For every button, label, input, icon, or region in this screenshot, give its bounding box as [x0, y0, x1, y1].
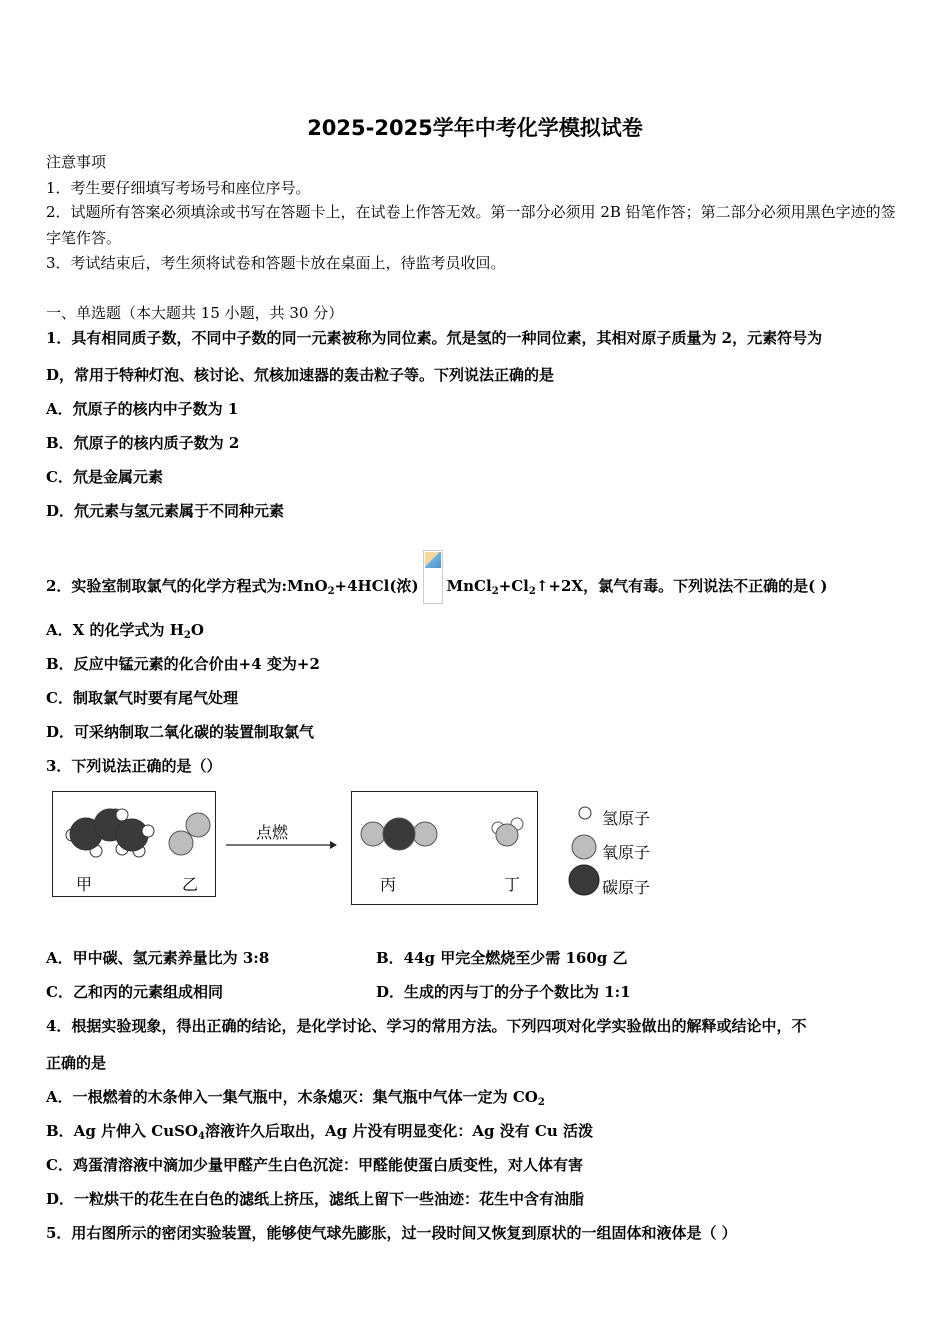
label-ding: 丁 [504, 875, 521, 894]
legend-oxygen: 氧原子 [602, 843, 651, 862]
q2-stem-text: 2．实验室制取氯气的化学方程式为: [46, 577, 287, 595]
molecule-jia [66, 809, 154, 857]
reaction-condition-image [423, 550, 443, 604]
q4-option-d: D．一粒烘干的花生在白色的滤纸上挤压，滤纸上留下一些油迹：花生中含有油脂 [46, 1190, 585, 1208]
legend-carbon: 碳原子 [602, 878, 651, 897]
q1-stem-line1: 1．具有相同质子数，不同中子数的同一元素被称为同位素。氘是氢的一种同位素，其相对原子质量为 2，元素符号为 [46, 329, 823, 347]
q1-option-b: B．氘原子的核内质子数为 2 [46, 434, 240, 452]
carbon-atom-icon [569, 865, 599, 895]
notice-item-3: 3．考试结束后，考生须将试卷和答题卡放在桌面上，待监考员收回。 [46, 254, 506, 272]
q3-stem: 3．下列说法正确的是（） [46, 757, 222, 775]
q3-option-a: A．甲中碳、氢元素养量比为 3:8 [46, 949, 270, 967]
q2-option-d: D．可采纳制取二氧化碳的装置制取氯气 [46, 723, 315, 741]
q2-eq-right-rest: ↑+2X，氯气有毒。下列说法不正确的是( ) [535, 577, 828, 595]
label-jia: 甲 [76, 875, 93, 894]
hydrogen-atom-icon [579, 807, 591, 819]
q2-option-a [46, 619, 204, 640]
q2-option-c: C．制取氯气时要有尾气处理 [46, 689, 238, 707]
q2-eq-right: MnCl [446, 577, 492, 595]
arrow-label: 点燃 [256, 823, 289, 842]
molecule-yi [169, 813, 210, 855]
q4-stem-line2: 正确的是 [46, 1054, 107, 1072]
q2-eq-left: MnO [286, 577, 328, 595]
notice-item-1: 1．考生要仔细填写考场号和座位序号。 [46, 179, 311, 197]
q2-option-a-text: A．X 的化学式为 H [46, 621, 184, 639]
q4-option-a-text: A．一根燃着的木条伸入一集气瓶中，木条熄灭：集气瓶中气体一定为 CO [46, 1088, 538, 1106]
q4-option-b-text: B．Ag 片伸入 CuSO [46, 1122, 198, 1140]
molecule-bing [361, 818, 437, 850]
q2-option-b: B．反应中锰元素的化合价由+4 变为+2 [46, 655, 320, 673]
q2-option-a-post: O [190, 621, 204, 639]
q4-stem-line1: 4．根据实验现象，得出正确的结论，是化学讨论、学习的常用方法。下列四项对化学实验做出的解释或结论中，不 [46, 1017, 807, 1035]
label-yi: 乙 [182, 875, 199, 894]
molecule-ding [492, 818, 523, 846]
q4-option-b-sub: 4 [198, 1131, 205, 1142]
reaction-diagram [46, 788, 686, 910]
section-heading: 一、单选题（本大题共 15 小题，共 30 分） [46, 304, 344, 322]
q2-eq-left-rest: +4HCl(浓) [334, 577, 419, 595]
q4-option-b [46, 1120, 593, 1141]
oxygen-atom-icon [572, 835, 596, 859]
legend-symbols [566, 798, 606, 898]
q3-option-b: B．44g 甲完全燃烧至少需 160g 乙 [376, 949, 628, 967]
q4-option-a [46, 1086, 545, 1107]
q3-option-c: C．乙和丙的元素组成相同 [46, 983, 223, 1001]
q1-option-c: C．氘是金属元素 [46, 468, 163, 486]
legend-hydrogen: 氢原子 [602, 809, 651, 828]
q1-stem-line2: D，常用于特种灯泡、核讨论、氘核加速器的轰击粒子等。下列说法正确的是 [46, 366, 555, 384]
notice-heading: 注意事项 [46, 153, 107, 171]
notice-item-2: 2．试题所有答案必须填涂或书写在答题卡上，在试卷上作答无效。第一部分必须用 2B 铅笔作答；第二部分必须用黑色字迹的签字笔作答。 [46, 203, 896, 247]
q3-option-d: D．生成的丙与丁的分子个数比为 1:1 [376, 983, 631, 1001]
q2-stem [46, 560, 828, 614]
reaction-arrow-icon [226, 838, 338, 852]
broken-image-icon [425, 552, 441, 568]
q2-eq-left-sub: 2 [327, 586, 335, 597]
q1-option-a: A．氘原子的核内中子数为 1 [46, 400, 239, 418]
q1-option-d: D．氘元素与氢元素属于不同种元素 [46, 502, 285, 520]
label-bing: 丙 [380, 875, 397, 894]
q2-eq-right-sub2: 2 [528, 586, 536, 597]
page-title: 2025-2025学年中考化学模拟试卷 [307, 116, 643, 140]
q4-option-c: C．鸡蛋清溶液中滴加少量甲醛产生白色沉淀：甲醛能使蛋白质变性，对人体有害 [46, 1156, 583, 1174]
q4-option-a-sub: 2 [537, 1097, 545, 1108]
q2-eq-right-mid: +Cl [498, 577, 529, 595]
q2-option-a-sub: 2 [183, 630, 191, 641]
q2-eq-right-sub1: 2 [491, 586, 499, 597]
q4-option-b-post: 溶液许久后取出，Ag 片没有明显变化：Ag 没有 Cu 活泼 [204, 1122, 593, 1140]
q5-stem: 5．用右图所示的密闭实验装置，能够使气球先膨胀，过一段时间又恢复到原状的一组固体和液体是（ ） [46, 1224, 737, 1242]
